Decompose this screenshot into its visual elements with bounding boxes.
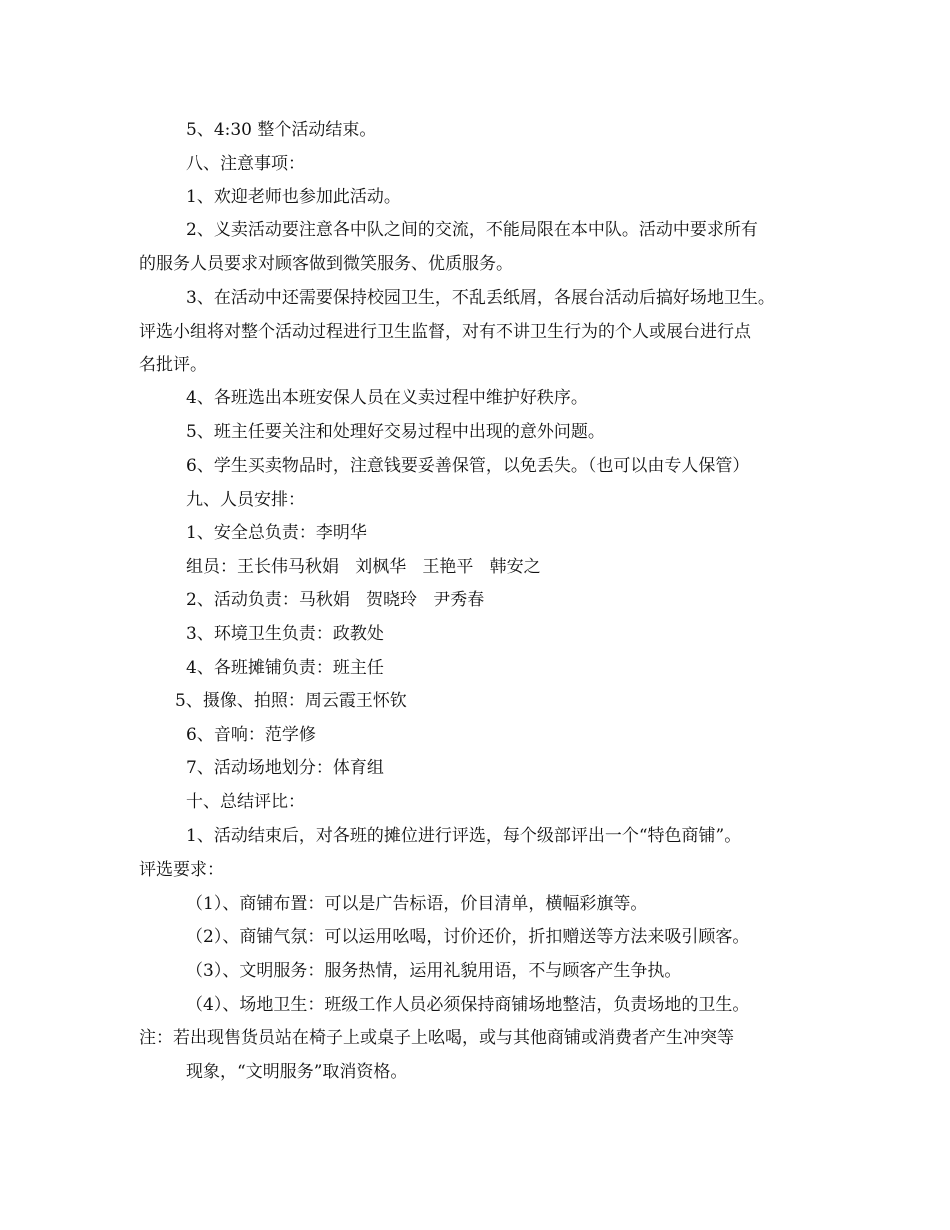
text-line: 3、环境卫生负责：政教处 bbox=[186, 624, 384, 644]
text-line: 1、活动结束后，对各班的摊位进行评选，每个级部评出一个“特色商铺”。 bbox=[186, 826, 742, 846]
text-line: 2、义卖活动要注意各中队之间的交流，不能局限在本中队。活动中要求所有 bbox=[186, 220, 758, 240]
text-line: 4、各班摊铺负责：班主任 bbox=[186, 658, 384, 678]
text-line: （4）、场地卫生：班级工作人员必须保持商铺场地整洁，负责场地的卫生。 bbox=[186, 995, 750, 1015]
text-line: 1、欢迎老师也参加此活动。 bbox=[186, 187, 401, 207]
section-heading: 九、人员安排： bbox=[186, 490, 305, 510]
text-line: 组员：王长伟马秋娟 刘枫华 王艳平 韩安之 bbox=[186, 557, 541, 577]
note-line: 注：若出现售货员站在椅子上或桌子上吆喝，或与其他商铺或消费者产生冲突等 bbox=[139, 1028, 734, 1048]
note-line: 现象，“文明服务”取消资格。 bbox=[186, 1062, 408, 1082]
text-line: （2）、商铺气氛：可以运用吆喝，讨价还价，折扣赠送等方法来吸引顾客。 bbox=[186, 927, 750, 947]
text-line: 3、在活动中还需要保持校园卫生，不乱丢纸屑，各展台活动后搞好场地卫生。 bbox=[186, 288, 775, 308]
text-line: 5、4:30 整个活动结束。 bbox=[186, 120, 377, 140]
text-line: （1）、商铺布置：可以是广告标语，价目清单，横幅彩旗等。 bbox=[186, 894, 648, 914]
text-line: 6、音响：范学修 bbox=[186, 725, 316, 745]
text-line: 7、活动场地划分：体育组 bbox=[186, 758, 384, 778]
text-line: 评选要求： bbox=[139, 860, 224, 880]
text-line: 评选小组将对整个活动过程进行卫生监督，对有不讲卫生行为的个人或展台进行点 bbox=[139, 322, 751, 342]
text-line: 4、各班选出本班安保人员在义卖过程中维护好秩序。 bbox=[186, 388, 588, 408]
section-heading: 十、总结评比： bbox=[186, 792, 305, 812]
text-line: （3）、文明服务：服务热情，运用礼貌用语，不与顾客产生争执。 bbox=[186, 961, 682, 981]
text-line: 5、班主任要关注和处理好交易过程中出现的意外问题。 bbox=[186, 422, 605, 442]
text-line: 5、摄像、拍照：周云霞王怀钦 bbox=[175, 691, 407, 711]
text-line: 名批评。 bbox=[139, 355, 207, 375]
text-line: 的服务人员要求对顾客做到微笑服务、优质服务。 bbox=[139, 254, 513, 274]
section-heading: 八、注意事项： bbox=[186, 154, 305, 174]
text-line: 1、安全总负责：李明华 bbox=[186, 523, 367, 543]
text-line: 2、活动负责：马秋娟 贺晓玲 尹秀春 bbox=[186, 590, 485, 610]
text-line: 6、学生买卖物品时，注意钱要妥善保管，以免丢失。（也可以由专人保管） bbox=[186, 456, 750, 476]
